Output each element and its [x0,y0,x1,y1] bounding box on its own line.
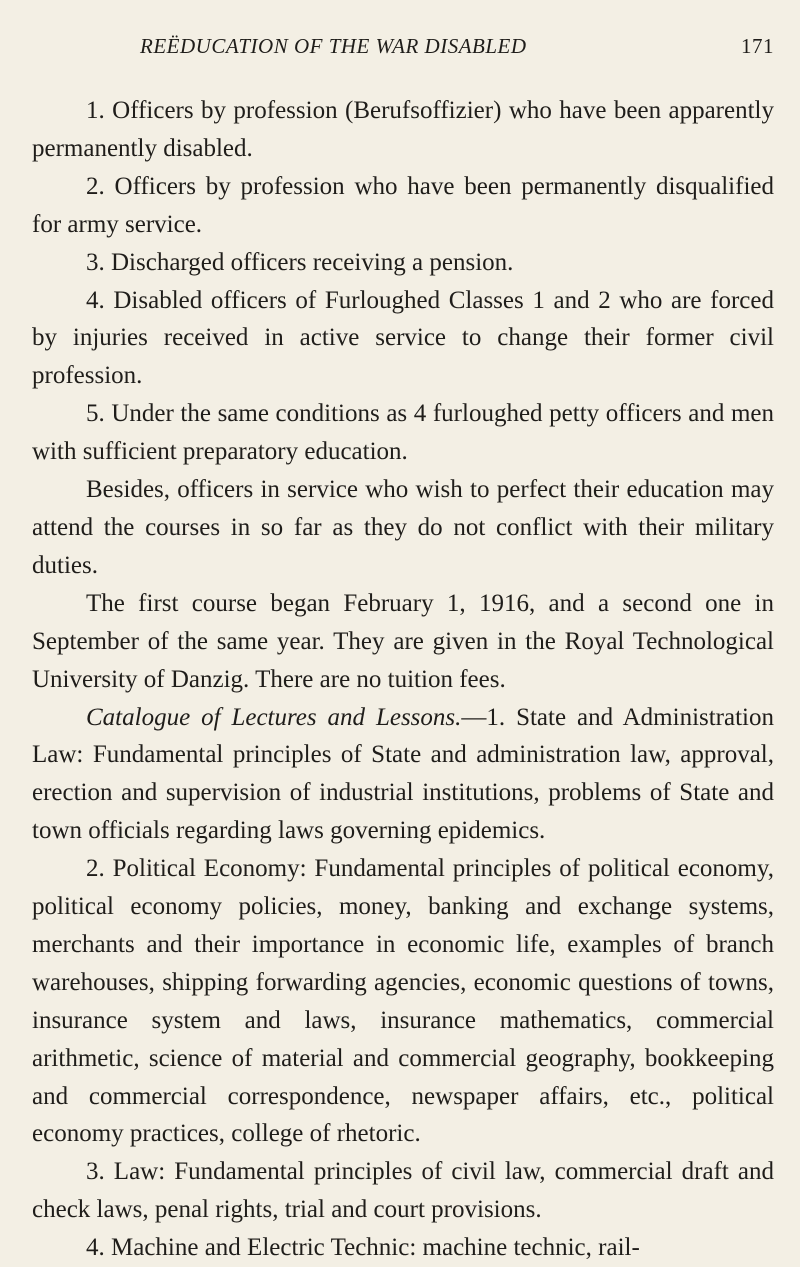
page-number: 171 [741,34,774,58]
paragraph-officers-disqualified: 2. Officers by profession who have been permanently disqualified for army service. [32,172,774,238]
paragraph-officers-by-profession: 1. Officers by profession (Berufsoffizier) who have been apparently permanently disabled. [32,97,774,162]
catalogue-heading: Catalogue of Lectures and Lessons. [86,703,462,731]
running-head: REËDUCATION OF THE WAR DISABLED [140,34,527,58]
paragraph-besides: Besides, officers in service who wish to perfect their education may attend the courses in so far as they do not conflict with their military duties. [32,476,774,579]
paragraph-political-economy: 2. Political Economy: Fundamental principles of political economy, political economy policies, money, banking and exchange systems, merchants and their importance in economic life, examples of branch warehouses, shipping forwarding agencies, economic questions of towns, insurance system and laws, insurance mathematics, commercial arithmetic, science of material and commercial geography, bookkeeping and commercial correspondence, newspaper affairs, etc., political economy practices, college of rhetoric. [32,855,774,1148]
paragraph-first-course: The first course began February 1, 1916, and a second one in September of the same year. They are given in the Royal Technological University of Danzig. There are no tuition fees. [32,589,774,693]
page-body [32,92,774,1267]
paragraph-discharged-officers: 3. Discharged officers receiving a pension. [86,248,514,276]
paragraph-disabled-officers-furloughed: 4. Disabled officers of Furloughed Classes 1 and 2 who are forced by injuries received in active service to change their former civil profession. [32,286,774,390]
page-header [140,34,774,59]
paragraph-catalogue: Catalogue of Lectures and Lessons.—1. State and Administration Law: Fundamental principles of State and administration law, approval, erection and supervision of industrial institutions, problems of State and town officials regarding laws governing epidemics. [32,703,774,845]
paragraph-petty-officers: 5. Under the same conditions as 4 furloughed petty officers and men with sufficient preparatory education. [32,400,774,466]
paragraph-machine-technic: 4. Machine and Electric Technic: machine technic, rail- [86,1234,640,1262]
paragraph-law: 3. Law: Fundamental principles of civil law, commercial draft and check laws, penal rights, trial and court provisions. [32,1158,774,1224]
